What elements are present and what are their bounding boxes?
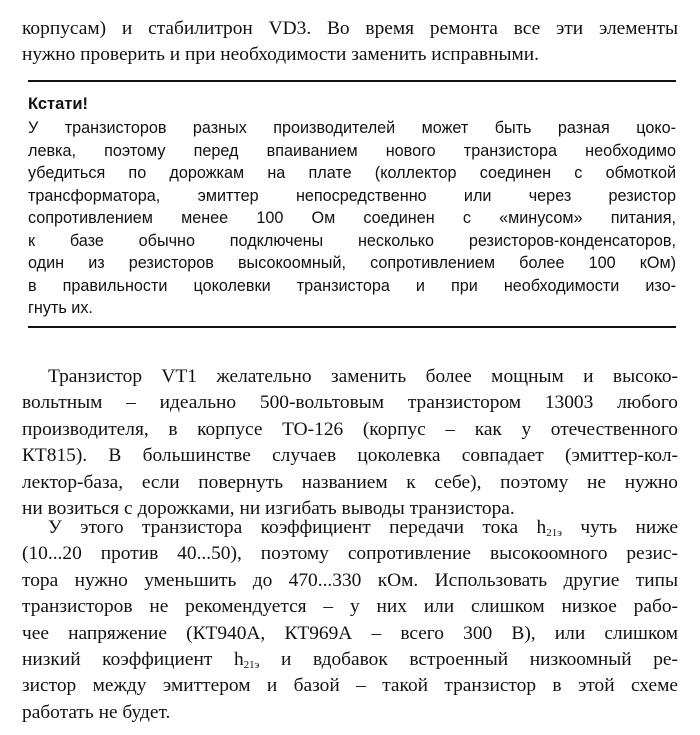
paragraph-line: (10...20 против 40...50), поэтому сопротивление высокоомного резис- bbox=[22, 543, 678, 565]
intro-paragraph bbox=[22, 16, 678, 69]
paragraph-line: тора нужно уменьшить до 470...330 кОм. Использовать другие типы bbox=[22, 569, 678, 591]
text-run: У этого транзистора коэффициент передачи тока h bbox=[48, 517, 547, 538]
subscript: 21э bbox=[546, 527, 562, 539]
text-run: низкий коэффициент h bbox=[22, 649, 244, 671]
note-line: левка, поэтому перед впаиванием нового транзистора необходимо bbox=[28, 141, 676, 160]
note-line: один из резисторов высокоомный, сопротивлением более 100 кОм) bbox=[28, 254, 676, 272]
note-line: убедиться по дорожкам на плате (коллектор соединен с обмоткой bbox=[28, 164, 676, 182]
paragraph-line: лектор-база, если повернуть названием к себе), поэтому не нужно bbox=[22, 471, 678, 493]
intro-line: корпусам) и стабилитрон VD3. Во время ремонта все эти элементы bbox=[22, 18, 678, 39]
paragraph-line: зистор между эмиттером и базой – такой транзистор в этой схеме bbox=[22, 675, 678, 697]
paragraph-line: КТ815). В большинстве случаев цоколевка совпадает (эмиттер-кол- bbox=[22, 445, 678, 467]
note-line: к базе обычно подключены несколько резисторов-конденсаторов, bbox=[28, 231, 676, 250]
paragraph-gain-coefficient bbox=[22, 515, 678, 726]
paragraph-line: работать не будет. bbox=[22, 701, 171, 723]
paragraph-line: вольтным – идеально 500-вольтовым транзистором 13003 любого bbox=[22, 392, 678, 414]
intro-line: нужно проверить и при необходимости заменить исправными. bbox=[22, 44, 539, 66]
paragraph-line bbox=[22, 647, 678, 673]
paragraph-line: транзисторов не рекомендуется – у них или слишком низкое рабо- bbox=[22, 596, 678, 618]
note-line: сопротивлением менее 100 Ом соединен с «минусом» питания, bbox=[28, 209, 676, 227]
note-line: в правильности цоколевки транзистора и при необходимости изо- bbox=[28, 276, 676, 295]
note-line: гнуть их. bbox=[28, 299, 93, 317]
paragraph-line: чее напряжение (КТ940А, КТ969А – всего 300 В), или слишком bbox=[22, 622, 678, 644]
text-run: и вдобавок встроенный низкоомный ре- bbox=[259, 649, 678, 671]
paragraph-transistor-replacement bbox=[22, 364, 678, 522]
paragraph-line bbox=[22, 515, 678, 541]
note-line: У транзисторов разных производителей может быть разная цоко- bbox=[28, 119, 676, 137]
paragraph-line: ни возиться с дорожками, ни изгибать выводы транзистора. bbox=[22, 498, 515, 520]
paragraph-line: производителя, в корпусе ТО-126 (корпус – как у отечественного bbox=[22, 418, 678, 440]
note-title: Кстати! bbox=[28, 95, 89, 113]
note-text bbox=[28, 117, 676, 320]
text-run: чуть ниже bbox=[561, 517, 678, 538]
subscript: 21э bbox=[243, 659, 260, 672]
note-line: трансформатора, эмиттер непосредственно или через резистор bbox=[28, 186, 676, 205]
paragraph-line: Транзистор VT1 желательно заменить более мощным и высоко- bbox=[48, 366, 678, 387]
note-box bbox=[28, 80, 676, 328]
